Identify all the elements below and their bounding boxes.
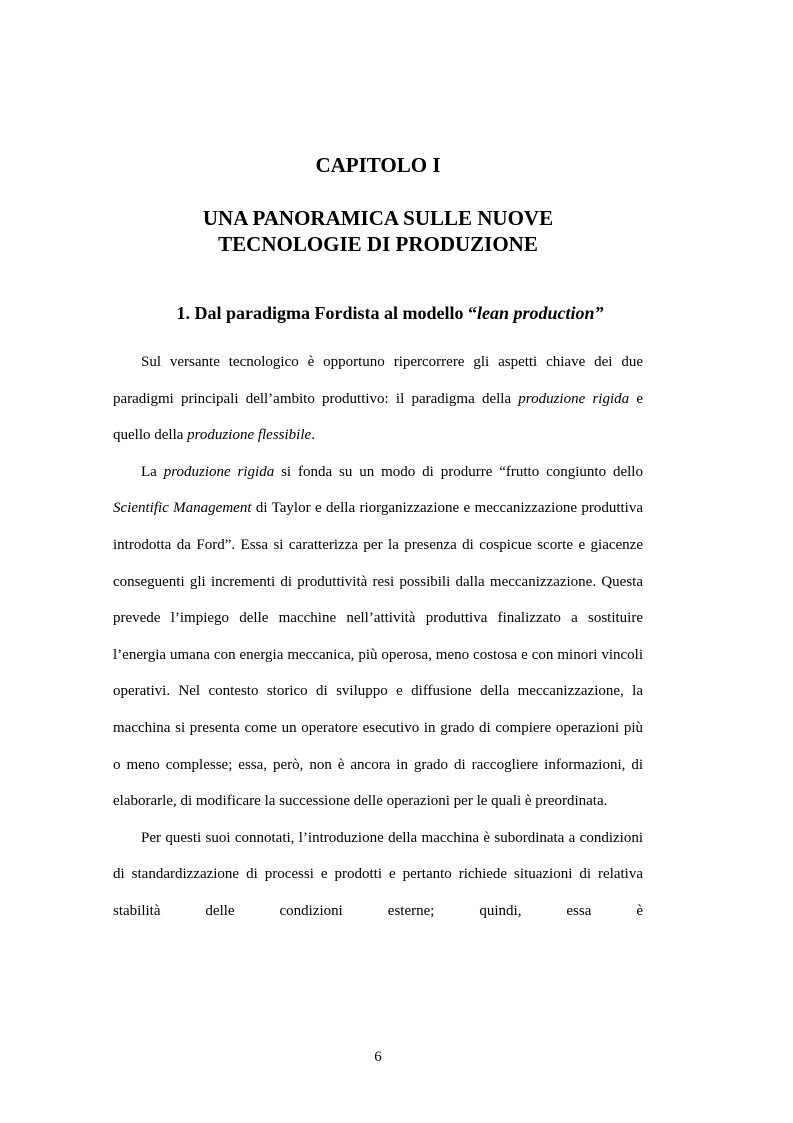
paragraph-1-text-c: . xyxy=(311,427,315,444)
body-text xyxy=(113,344,643,930)
paragraph-1-text-b: e quello della xyxy=(113,390,643,444)
section-heading xyxy=(0,301,780,325)
paragraph-2 xyxy=(113,454,643,820)
chapter-heading: CAPITOLO I xyxy=(315,153,441,177)
chapter-title-line-2: TECNOLOGIE DI PRODUZIONE xyxy=(218,232,538,256)
paragraph-2-text-c: di Taylor e della riorganizzazione e meccanizzazione produttiva introdotta da Ford”. Essa si caratterizza per la presenza di cospicue scorte e giacenze conseguenti gli incrementi di produttività resi possibili dalla meccanizzazione. Questa prevede l’impiego delle macchine nell’attività produttiva finalizzato a sostituire l’energia umana con energia meccanica, più operosa, meno costosa e con minori vincoli operativi. Nel contesto storico di sviluppo e diffusione della meccanizzazione, la macchina si presenta come un operatore esecutivo in grado di compiere operazioni più o meno complesse; essa, però, non è ancora in grado di raccogliere informazioni, di elaborarle, di modificare la successione delle operazioni per le quali è preordinata. xyxy=(113,500,644,810)
paragraph-1 xyxy=(113,344,643,454)
paragraph-2-italic-1: produzione rigida xyxy=(163,463,275,480)
paragraph-2-text-b: si fonda su un modo di produrre “frutto congiunto dello xyxy=(274,463,643,480)
paragraph-2-text-a: La xyxy=(141,463,164,480)
section-heading-text: 1. Dal paradigma Fordista al modello “ xyxy=(176,303,477,323)
paragraph-1-italic-1: produzione rigida xyxy=(518,390,630,407)
chapter-title xyxy=(0,205,756,257)
chapter-title-line-1: UNA PANORAMICA SULLE NUOVE xyxy=(202,206,554,230)
section-heading-italic: lean production” xyxy=(476,303,604,323)
paragraph-1-text-a: Sul versante tecnologico è opportuno ripercorrere gli aspetti chiave dei due paradigmi principali dell’ambito produttivo: il paradigma della xyxy=(113,354,643,407)
paragraph-1-italic-2: produzione flessibile xyxy=(187,427,312,444)
paragraph-3: Per questi suoi connotati, l’introduzione della macchina è subordinata a condizioni di standardizzazione di processi e prodotti e pertanto richiede situazioni di relativa stabilità delle condizioni esterne; quindi, essa è xyxy=(113,829,643,919)
page-number: 6 xyxy=(374,1049,382,1065)
paragraph-2-italic-2: Scientific Management xyxy=(113,500,252,517)
